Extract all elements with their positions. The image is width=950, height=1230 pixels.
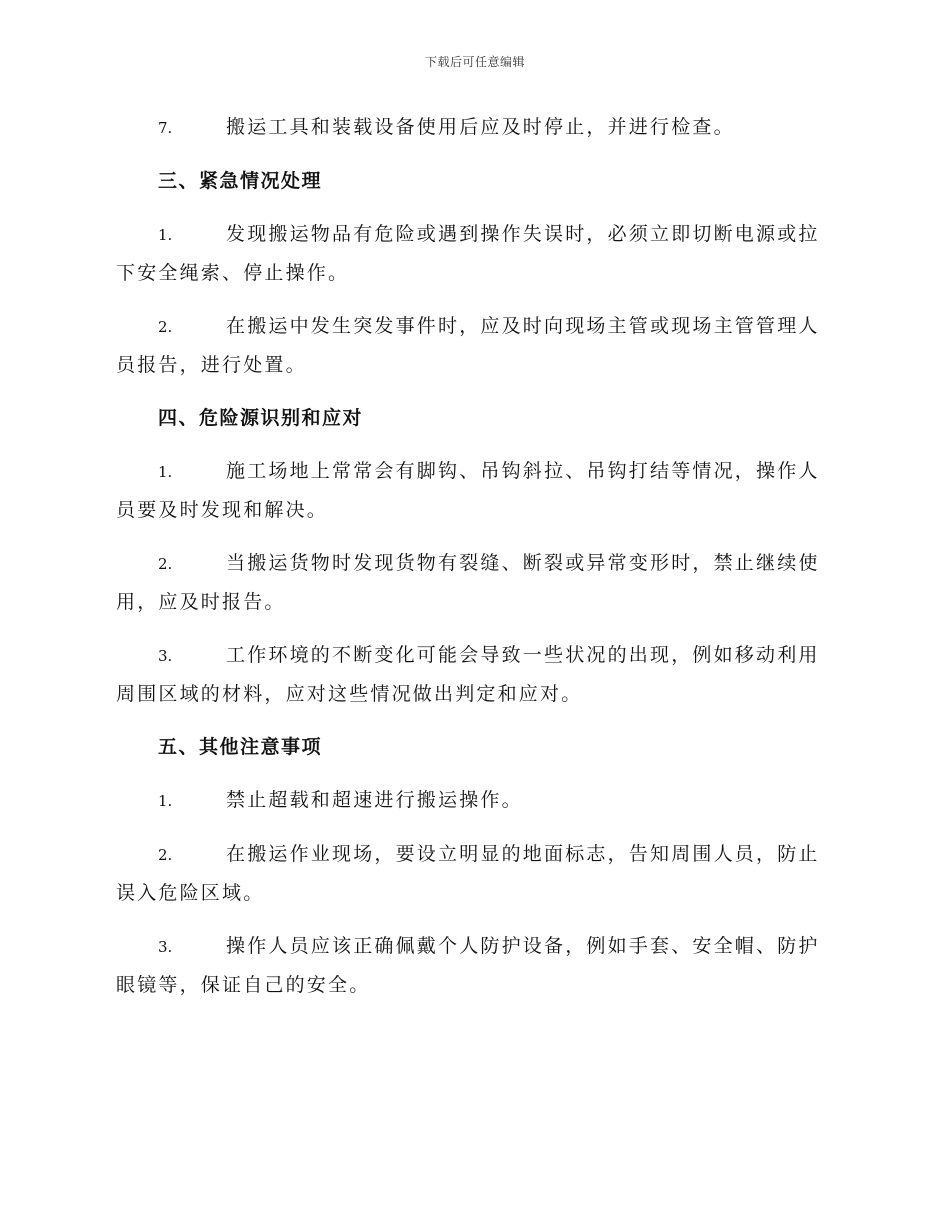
page-header: 下载后可任意编辑 [424,55,525,69]
item-text: 搬运工具和装载设备使用后应及时停止，并进行检查。 [226,116,735,138]
list-item [116,636,834,713]
list-item [116,835,834,912]
list-item [116,108,834,147]
section-heading: 四、危险源识别和应对 [158,407,364,429]
item-text: 工作环境的不断变化可能会导致一些状况的出现，例如移动利用周围区域的材料，应对这些情况做出判定和应对。 [116,644,820,705]
item-text: 在搬运中发生突发事件时，应及时向现场主管或现场主管管理人员报告，进行处置。 [116,315,820,376]
list-item [116,307,834,384]
list-item [116,781,834,820]
section-heading: 三、紧急情况处理 [158,170,323,192]
item-number: 1. [158,792,173,810]
list-item [116,927,834,1004]
item-number: 7. [158,119,173,137]
item-number: 3. [158,647,173,665]
item-text: 发现搬运物品有危险或遇到操作失误时，必须立即切断电源或拉下安全绳索、停止操作。 [116,223,820,284]
item-text: 当搬运货物时发现货物有裂缝、断裂或异常变形时，禁止继续使用，应及时报告。 [116,552,820,613]
item-number: 2. [158,846,173,864]
list-item [116,544,834,621]
item-number: 2. [158,555,173,573]
list-item [116,452,834,529]
item-number: 1. [158,463,173,481]
document-body [116,108,834,1019]
item-number: 1. [158,226,173,244]
item-text: 禁止超载和超速进行搬运操作。 [226,789,523,811]
item-text: 操作人员应该正确佩戴个人防护设备，例如手套、安全帽、防护眼镜等，保证自己的安全。 [116,935,820,996]
list-item [116,215,834,292]
item-text: 施工场地上常常会有脚钩、吊钩斜拉、吊钩打结等情况，操作人员要及时发现和解决。 [116,460,820,521]
section-heading: 五、其他注意事项 [158,736,323,758]
item-number: 2. [158,318,173,336]
item-text: 在搬运作业现场，要设立明显的地面标志，告知周围人员，防止误入危险区域。 [116,843,820,904]
item-number: 3. [158,938,173,956]
